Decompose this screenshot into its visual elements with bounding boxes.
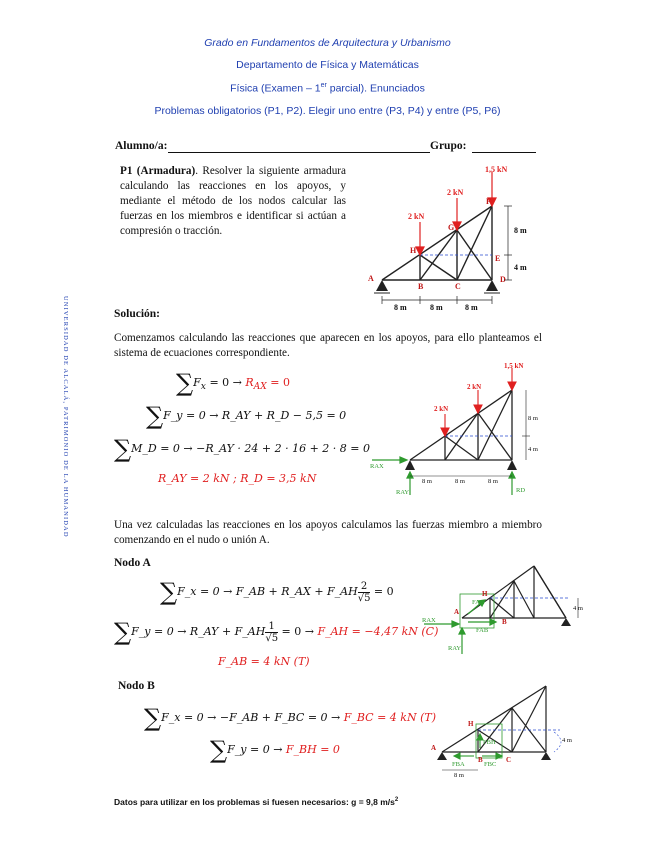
equation-node-a-fx: ∑F_x = 0 → F_AB + R_AX + F_AH $\frac{2}{√5}$ = 0	[160, 578, 394, 606]
header-line-1: Grado en Fundamentos de Arquitectura y Urbanismo	[204, 37, 451, 49]
equation-node-b-fx: ∑F_x = 0 → −F_AB + F_BC = 0 → F_BC = 4 kN (T)	[144, 704, 436, 732]
support-a	[376, 280, 388, 291]
equation-sum-md: ∑M_D = 0 → −R_AY · 24 + 2 · 16 + 2 · 8 = 0	[114, 435, 370, 463]
node-label-g: G	[448, 223, 455, 232]
svg-text:A: A	[454, 608, 460, 616]
student-name-field[interactable]	[168, 152, 430, 153]
fig2-dim-4m-vertical: 4 m	[528, 446, 538, 453]
svg-text:A: A	[431, 744, 437, 752]
fig2-rd-label: RD	[516, 487, 526, 494]
svg-text:B: B	[478, 756, 483, 764]
equation-sum-fy-global: ∑F_y = 0 → R_AY + R_D − 5,5 = 0	[146, 402, 347, 430]
node-label-b: B	[418, 282, 424, 291]
fig2-rax-label: RAX	[370, 463, 384, 470]
dim-8m-cd: 8 m	[465, 303, 478, 312]
solution-intro: Comenzamos calculando las reacciones que aparecen en los apoyos, para ello planteamos el sistema de ecuaciones correspondiente.	[114, 332, 542, 359]
fig2-dim-8m-3: 8 m	[488, 478, 498, 485]
load-label-1-5kn: 1,5 kN	[485, 165, 508, 174]
load-label-2kn-mid: 2 kN	[447, 188, 464, 197]
fig3-ray-label: RAY	[448, 645, 462, 652]
svg-text:H: H	[482, 590, 488, 598]
header-line-2: Departamento de Física y Matemáticas	[236, 59, 419, 71]
problem-text: . Resolver la siguiente armadura calculando las reacciones en los apoyos, y mediante el método de los nodos calcular las fuerzas en los miembros e identificar si actúan a compresión o tracción.	[120, 165, 346, 237]
fig2-ray-label: RAY	[396, 489, 410, 496]
fig4-dim-8m: 8 m	[454, 772, 464, 779]
equation-reactions-result: R_AY = 2 kN ; R_D = 3,5 kN	[158, 472, 317, 485]
equation-sum-fx-global: $\sum F_x = 0 \to R_{AX} = 0$	[176, 369, 291, 397]
support-d	[486, 280, 498, 291]
student-label: Alumno/a:	[115, 140, 168, 152]
header-line-4: Problemas obligatorios (P1, P2). Elegir uno entre (P3, P4) y entre (P5, P6)	[154, 105, 501, 117]
problem-statement	[120, 164, 346, 239]
truss-figure-1	[362, 160, 537, 315]
equation-node-b-fy: ∑F_y = 0 → F_BH = 0	[210, 736, 340, 764]
fig2-dim-8m-1: 8 m	[422, 478, 432, 485]
dim-8m-bc: 8 m	[430, 303, 443, 312]
node-label-d: D	[500, 275, 506, 284]
footer-note: Datos para utilizar en los problemas si fuesen necesarios: g = 9,8 $m/s^2$	[114, 797, 399, 807]
members-intro: Una vez calculadas las reacciones en los apoyos calculamos las fuerzas miembro a miembro comenzando en el nudo o unión A.	[114, 519, 542, 546]
fig3-fah-label: FAH	[472, 599, 485, 606]
node-b-title: Nodo B	[118, 680, 155, 692]
fig2-load-2kn-left: 2 kN	[434, 405, 449, 413]
fig2-load-1-5kn: 1,5 kN	[504, 362, 524, 370]
svg-text:B: B	[502, 618, 507, 626]
fig4-dim-4m: 4 m	[562, 737, 572, 744]
node-label-h: H	[410, 246, 417, 255]
fig4-fba-label: FBA	[452, 761, 465, 768]
equation-node-a-fy: ∑F_y = 0 → R_AY + F_AH $\frac{1}{√5}$ = 0 → F_AH = −4,47 kN (C)	[114, 618, 439, 646]
fig4-fbh-label: FBH	[483, 739, 496, 746]
dim-8m-ab: 8 m	[394, 303, 407, 312]
problem-label: P1 (Armadura)	[120, 165, 196, 177]
group-field[interactable]	[472, 152, 536, 153]
svg-text:C: C	[506, 756, 512, 764]
node-label-f: F	[486, 197, 491, 206]
dim-8m-vertical: 8 m	[514, 226, 527, 235]
equation-node-a-fab-result: F_AB = 4 kN (T)	[218, 655, 310, 668]
node-a-title: Nodo A	[114, 557, 151, 569]
fig2-dim-8m-vertical: 8 m	[528, 415, 538, 422]
solution-title: Solución:	[114, 308, 161, 320]
university-side-text: UNIVERSIDAD DE ALCALÁ, PATRIMONIO DE LA HUMANIDAD	[62, 296, 69, 538]
fig2-dim-8m-2: 8 m	[455, 478, 465, 485]
node-b-diagram	[428, 680, 578, 780]
header-line-3: Física (Examen – 1er parcial). Enunciados	[230, 82, 425, 95]
fig4-fbc-label: FBC	[484, 761, 497, 768]
fig2-load-2kn-mid: 2 kN	[467, 383, 482, 391]
fig3-fab-label: FAB	[476, 627, 489, 634]
truss-figure-2	[366, 360, 546, 500]
node-label-e: E	[495, 254, 501, 263]
node-a-diagram	[418, 556, 588, 656]
group-label: Grupo:	[430, 140, 467, 152]
fig3-rax-label: RAX	[422, 617, 436, 624]
node-label-a: A	[368, 274, 374, 283]
fig3-dim-4m: 4 m	[573, 605, 583, 612]
dim-4m-vertical: 4 m	[514, 263, 527, 272]
load-label-2kn-left: 2 kN	[408, 212, 425, 221]
svg-text:H: H	[468, 720, 474, 728]
node-label-c: C	[455, 282, 461, 291]
